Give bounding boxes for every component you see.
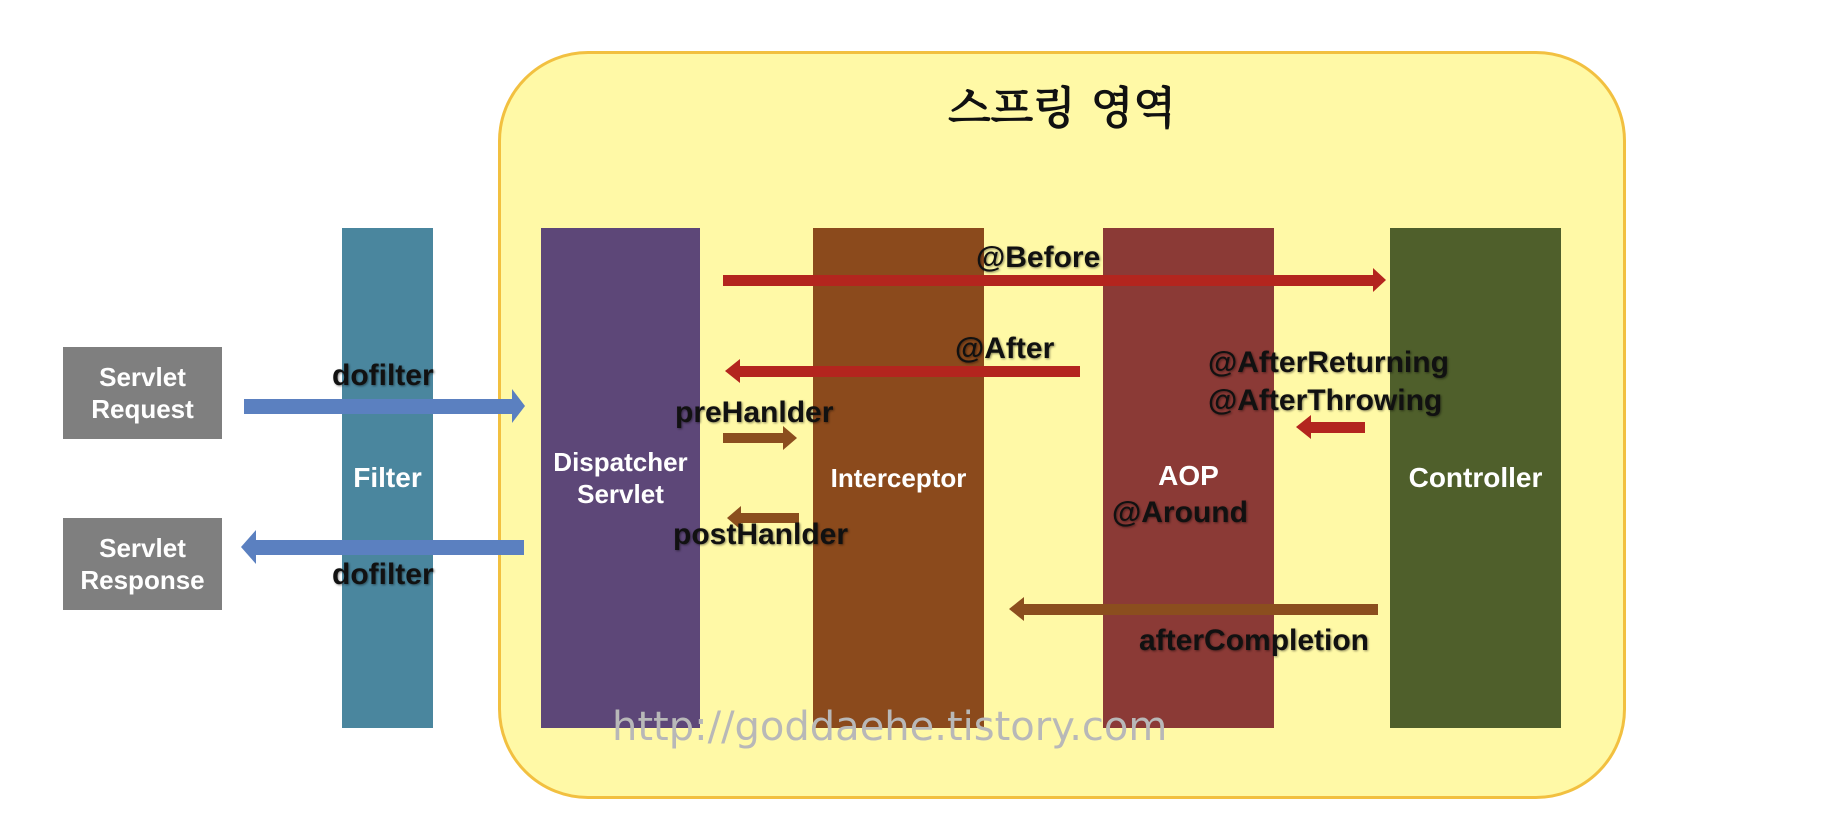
- before-label: @Before: [976, 241, 1101, 274]
- after-completion-label: afterCompletion: [1139, 624, 1370, 657]
- servlet-response-label: Servlet Response: [80, 533, 205, 595]
- servlet-request-label: Servlet Request: [91, 362, 194, 424]
- aop-label: AOP: [1158, 460, 1219, 491]
- watermark: http://goddaehe.tistory.com: [612, 704, 1168, 750]
- around-label: @Around: [1112, 496, 1248, 529]
- post-handler-label: postHanlder: [673, 518, 849, 551]
- controller-label: Controller: [1408, 462, 1543, 493]
- dofilter-top-label: dofilter: [332, 359, 434, 392]
- spring-region-title: 스프링 영역: [948, 83, 1176, 134]
- after-returning-arrow: [1296, 415, 1365, 439]
- pre-handler-label: preHanlder: [675, 396, 834, 429]
- after-completion-arrow: [1009, 597, 1378, 621]
- after-returning-label: @AfterReturning: [1208, 346, 1449, 379]
- dispatcher-servlet-label: Dispatcher Servlet: [553, 447, 688, 509]
- filter-label: Filter: [353, 462, 422, 493]
- interceptor-label: Interceptor: [830, 463, 967, 493]
- after-throwing-label: @AfterThrowing: [1208, 384, 1443, 417]
- dofilter-bottom-label: dofilter: [332, 558, 434, 591]
- request-arrow: [244, 389, 525, 423]
- after-label: @After: [955, 332, 1055, 365]
